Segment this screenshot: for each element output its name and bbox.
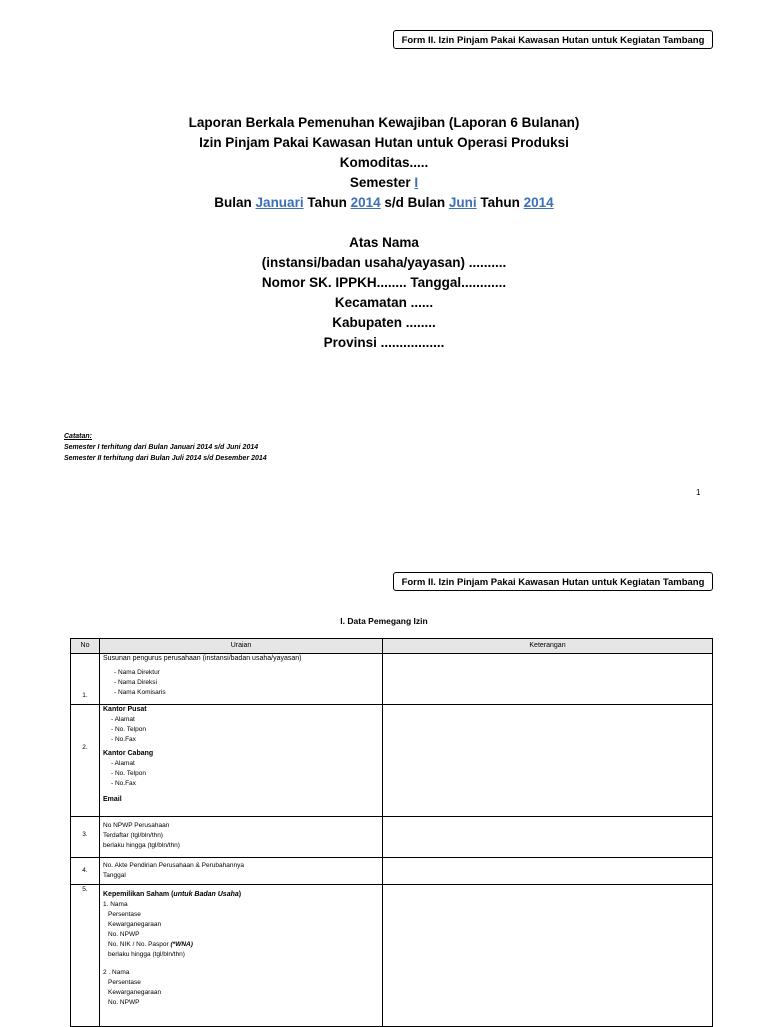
notes-line-1: Semester I terhitung dari Bulan Januari 2014 s/d Juni 2014 xyxy=(64,444,259,451)
semester-label: Semester xyxy=(349,175,415,190)
kantor-pusat-heading: Kantor Pusat xyxy=(103,706,147,713)
list-item: Tanggal xyxy=(103,872,126,879)
notes-block xyxy=(64,431,267,464)
kantor-cabang-heading: Kantor Cabang xyxy=(103,750,154,757)
section-title: I. Data Pemegang Izin xyxy=(340,616,428,626)
keterangan-cell[interactable] xyxy=(383,885,713,1027)
shareholder-1-title: 1. Nama xyxy=(103,901,128,908)
page-number: 1 xyxy=(696,488,701,497)
row-number-text: 3. xyxy=(82,831,88,838)
table-header-row xyxy=(71,639,713,654)
list-item: berlaku hingga (tgl/bln/thn) xyxy=(108,951,185,958)
kepemilikan-heading-italic: untuk Badan Usaha xyxy=(173,891,239,898)
provinsi-line: Provinsi ................. xyxy=(323,335,445,350)
list-item: No NPWP Perusahaan xyxy=(103,822,170,829)
period-tahun2-label: Tahun xyxy=(476,195,524,210)
row-number xyxy=(71,817,100,858)
list-item: berlaku hingga (tgl/bln/thn) xyxy=(103,842,180,849)
title-line-2: Izin Pinjam Pakai Kawasan Hutan untuk Operasi Produksi xyxy=(199,135,569,150)
nomor-sk-line: Nomor SK. IPPKH........ Tanggal............ xyxy=(261,275,507,290)
nik-label: No. NIK / No. Paspor xyxy=(108,941,171,948)
table-row xyxy=(71,654,713,705)
title-line-3: Komoditas..... xyxy=(339,155,429,170)
semester-value: I xyxy=(414,175,419,190)
period-bulan2-value: Juni xyxy=(448,195,477,210)
keterangan-cell[interactable] xyxy=(383,705,713,817)
shareholder-2-title: 2 . Nama xyxy=(103,969,130,976)
list-item: - Nama Direktur xyxy=(114,669,160,676)
kepemilikan-heading-end: ) xyxy=(238,891,242,898)
table-row xyxy=(71,858,713,885)
list-item: - No.Fax xyxy=(111,780,136,787)
instansi-line: (instansi/badan usaha/yayasan) .......... xyxy=(261,255,507,270)
list-item: Persentase xyxy=(108,911,141,918)
header-keterangan: Keterangan xyxy=(383,639,713,654)
list-item xyxy=(103,940,379,950)
uraian-cell xyxy=(100,654,383,705)
keterangan-cell[interactable] xyxy=(383,654,713,705)
table-row xyxy=(71,885,713,1027)
list-item: Kewarganegaraan xyxy=(108,921,162,928)
uraian-cell xyxy=(100,705,383,817)
keterangan-cell[interactable] xyxy=(383,817,713,858)
report-title-block xyxy=(0,113,768,213)
list-item: - No. Telpon xyxy=(111,726,146,733)
list-item: No. NPWP xyxy=(108,931,140,938)
row1-heading: Susunan pengurus perusahaan (instansi/badan usaha/yayasan) xyxy=(103,655,302,662)
list-item: Terdaftar (tgl/bln/thn) xyxy=(103,832,163,839)
row-number xyxy=(71,654,100,705)
uraian-cell xyxy=(100,817,383,858)
period-tahun2-value: 2014 xyxy=(523,195,554,210)
data-table xyxy=(70,638,713,1027)
list-item: - Nama Direksi xyxy=(114,679,157,686)
list-item: - Nama Komisaris xyxy=(114,689,166,696)
table-row xyxy=(71,705,713,817)
form-label: Form II. Izin Pinjam Pakai Kawasan Hutan untuk Kegiatan Tambang xyxy=(393,30,713,49)
row-number xyxy=(71,705,100,817)
row-number-text: 4. xyxy=(82,867,88,874)
period-sd-label: s/d Bulan xyxy=(380,195,449,210)
period-line xyxy=(0,193,768,213)
nik-note: (*WNA) xyxy=(170,941,193,948)
kabupaten-line: Kabupaten ........ xyxy=(332,315,436,330)
period-bulan1-label: Bulan xyxy=(214,195,256,210)
row-number-text: 5. xyxy=(82,886,88,893)
row-number xyxy=(71,885,100,1027)
table-row xyxy=(71,817,713,858)
title-line-1: Laporan Berkala Pemenuhan Kewajiban (Laporan 6 Bulanan) xyxy=(188,115,580,130)
row-number-text: 2. xyxy=(82,744,88,751)
list-item: - Alamat xyxy=(111,716,135,723)
keterangan-cell[interactable] xyxy=(383,858,713,885)
list-item: No. Akte Pendirian Perusahaan & Perubahannya xyxy=(103,862,244,869)
row-number xyxy=(71,858,100,885)
list-item: No. NPWP xyxy=(108,999,140,1006)
list-item: Kewarganegaraan xyxy=(108,989,162,996)
list-item: Persentase xyxy=(108,979,141,986)
holder-block xyxy=(0,233,768,353)
period-tahun1-value: 2014 xyxy=(350,195,381,210)
list-item: - Alamat xyxy=(111,760,135,767)
email-heading: Email xyxy=(103,796,122,803)
uraian-cell xyxy=(100,858,383,885)
semester-line xyxy=(0,173,768,193)
atas-nama: Atas Nama xyxy=(349,235,419,250)
kepemilikan-heading-text: Kepemilikan Saham ( xyxy=(103,891,174,898)
kecamatan-line: Kecamatan ...... xyxy=(334,295,434,310)
form-label-page2: Form II. Izin Pinjam Pakai Kawasan Hutan untuk Kegiatan Tambang xyxy=(393,572,713,591)
list-item: - No.Fax xyxy=(111,736,136,743)
list-item: - No. Telpon xyxy=(111,770,146,777)
header-uraian: Uraian xyxy=(100,639,383,654)
uraian-cell xyxy=(100,885,383,1027)
row-number-text: 1. xyxy=(82,692,88,699)
notes-line-2: Semester II terhitung dari Bulan Juli 2014 s/d Desember 2014 xyxy=(64,455,267,462)
kepemilikan-saham-heading xyxy=(103,890,379,900)
header-no: No xyxy=(71,639,100,654)
period-bulan1-value: Januari xyxy=(255,195,304,210)
period-tahun1-label: Tahun xyxy=(303,195,351,210)
notes-heading: Catatan: xyxy=(64,433,93,440)
